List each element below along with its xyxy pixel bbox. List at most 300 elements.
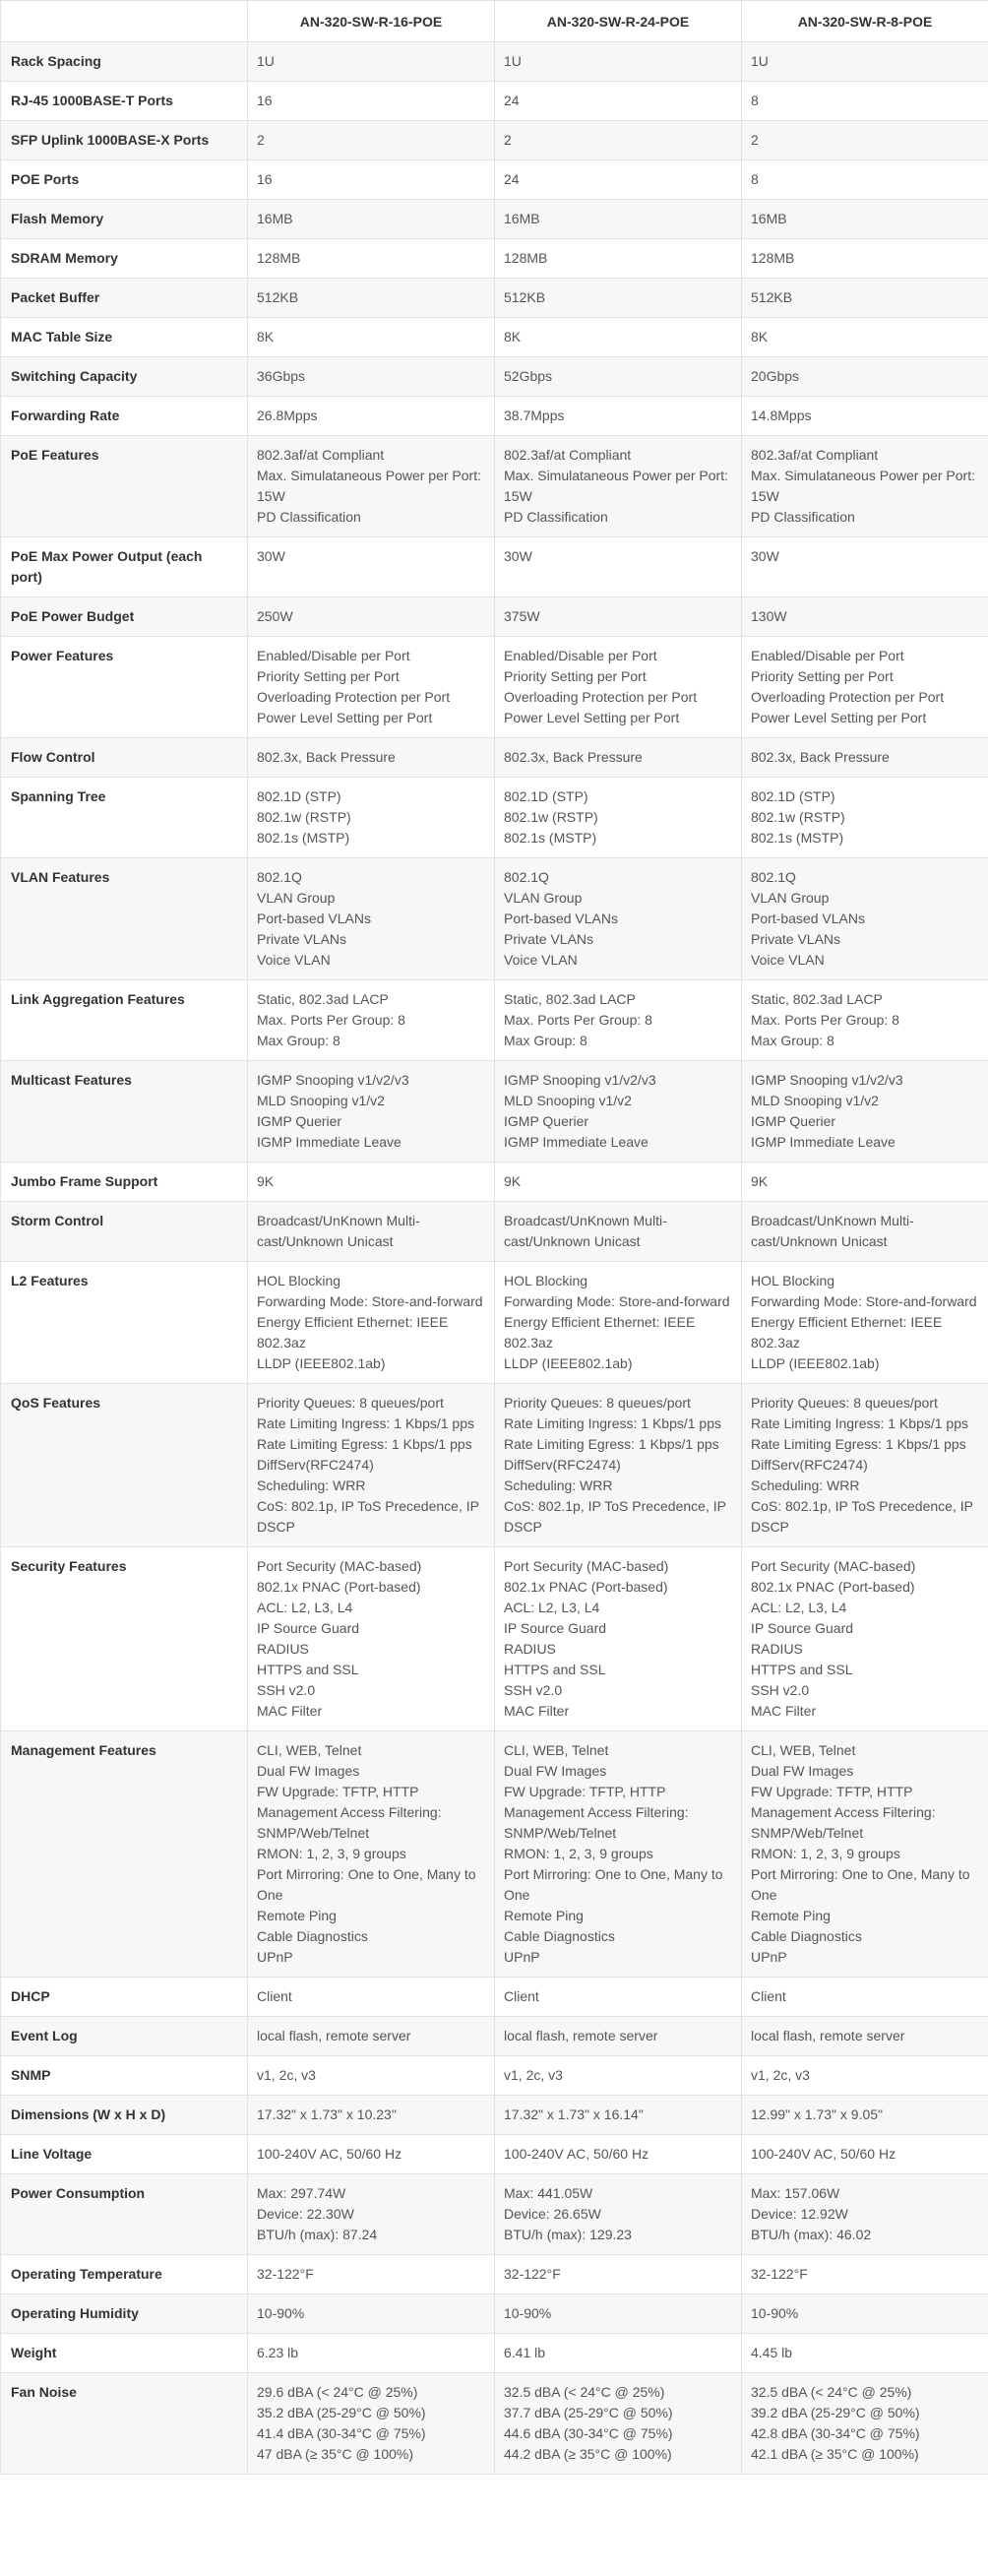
spec-cell bbox=[742, 357, 988, 397]
spec-cell bbox=[495, 2056, 742, 2096]
spec-value-line: v1, 2c, v3 bbox=[504, 2067, 563, 2083]
spec-value-line: 130W bbox=[751, 608, 787, 624]
spec-value-line: 42.8 dBA (30-34°C @ 75%) bbox=[751, 2425, 920, 2441]
spec-value-line: 802.1Q bbox=[751, 869, 796, 885]
spec-cell bbox=[248, 738, 495, 778]
spec-cell bbox=[742, 537, 988, 597]
spec-value-line: 52Gbps bbox=[504, 368, 553, 384]
spec-cell bbox=[495, 738, 742, 778]
spec-value-line: FW Upgrade: TFTP, HTTP bbox=[751, 1784, 913, 1799]
spec-value-line: v1, 2c, v3 bbox=[257, 2067, 316, 2083]
spec-value-line: RADIUS bbox=[504, 1641, 556, 1657]
spec-cell bbox=[742, 2135, 988, 2174]
spec-cell bbox=[248, 778, 495, 858]
row-label: Flash Memory bbox=[1, 200, 248, 239]
spec-value-line: 10-90% bbox=[257, 2305, 305, 2321]
spec-cell bbox=[248, 1547, 495, 1731]
spec-cell bbox=[495, 537, 742, 597]
spec-cell bbox=[742, 1978, 988, 2017]
spec-value-line: 802.1D (STP) bbox=[751, 788, 835, 804]
spec-cell bbox=[742, 2334, 988, 2373]
spec-value-line: CLI, WEB, Telnet bbox=[504, 1742, 609, 1758]
row-label: Security Features bbox=[1, 1547, 248, 1731]
spec-cell bbox=[742, 1202, 988, 1262]
spec-value-line: Max: 441.05W bbox=[504, 2185, 593, 2201]
spec-value-line: 802.1s (MSTP) bbox=[504, 830, 597, 846]
spec-value-line: 16 bbox=[257, 93, 273, 108]
spec-value-line: Private VLANs bbox=[504, 931, 594, 947]
spec-value-line: 32.5 dBA (< 24°C @ 25%) bbox=[504, 2384, 665, 2400]
spec-value-line: Scheduling: WRR bbox=[504, 1477, 613, 1493]
spec-cell bbox=[248, 357, 495, 397]
spec-value-line: Enabled/Disable per Port bbox=[751, 648, 904, 663]
spec-value-line: Static, 802.3ad LACP bbox=[751, 991, 883, 1007]
table-row bbox=[1, 778, 988, 858]
spec-value-line: Priority Setting per Port bbox=[504, 668, 647, 684]
spec-value-line: Port Security (MAC-based) bbox=[751, 1558, 916, 1574]
table-row bbox=[1, 1384, 988, 1547]
table-row bbox=[1, 1162, 988, 1202]
spec-value-line: DiffServ(RFC2474) bbox=[504, 1457, 621, 1473]
spec-value-line: Max. Ports Per Group: 8 bbox=[751, 1012, 899, 1028]
row-label: Operating Temperature bbox=[1, 2255, 248, 2294]
spec-cell bbox=[742, 778, 988, 858]
table-row bbox=[1, 397, 988, 436]
spec-value-line: 802.1x PNAC (Port-based) bbox=[257, 1579, 421, 1595]
header-cell-model-24-poe: AN-320-SW-R-24-POE bbox=[495, 1, 742, 42]
spec-value-line: Voice VLAN bbox=[257, 952, 331, 968]
table-header bbox=[1, 1, 988, 42]
spec-value-line: Dual FW Images bbox=[257, 1763, 360, 1779]
row-label: Flow Control bbox=[1, 738, 248, 778]
table-row bbox=[1, 357, 988, 397]
spec-value-line: IP Source Guard bbox=[751, 1620, 854, 1636]
table-row bbox=[1, 200, 988, 239]
spec-cell bbox=[742, 1731, 988, 1978]
header-row bbox=[1, 1, 988, 42]
spec-value-line: 802.1w (RSTP) bbox=[504, 809, 598, 825]
spec-value-line: CoS: 802.1p, IP ToS Precedence, IP DSCP bbox=[257, 1498, 479, 1535]
row-label: Rack Spacing bbox=[1, 42, 248, 82]
spec-cell bbox=[495, 357, 742, 397]
spec-value-line: 17.32" x 1.73" x 10.23" bbox=[257, 2106, 397, 2122]
row-label: Operating Humidity bbox=[1, 2294, 248, 2334]
spec-cell bbox=[248, 2294, 495, 2334]
row-label: Dimensions (W x H x D) bbox=[1, 2096, 248, 2135]
spec-value-line: Remote Ping bbox=[751, 1908, 831, 1923]
table-row bbox=[1, 2255, 988, 2294]
spec-cell bbox=[742, 2056, 988, 2096]
spec-value-line: 802.1s (MSTP) bbox=[751, 830, 844, 846]
spec-cell bbox=[248, 1978, 495, 2017]
row-label: PoE Max Power Output (each port) bbox=[1, 537, 248, 597]
spec-cell bbox=[495, 279, 742, 318]
spec-value-line: Max Group: 8 bbox=[751, 1033, 834, 1048]
spec-cell bbox=[248, 2096, 495, 2135]
spec-value-line: 802.1D (STP) bbox=[257, 788, 341, 804]
spec-value-line: Device: 12.92W bbox=[751, 2206, 848, 2222]
spec-value-line: Dual FW Images bbox=[504, 1763, 607, 1779]
spec-value-line: FW Upgrade: TFTP, HTTP bbox=[257, 1784, 419, 1799]
spec-cell bbox=[495, 1262, 742, 1384]
spec-value-line: 16MB bbox=[751, 211, 787, 226]
spec-cell bbox=[248, 397, 495, 436]
spec-cell bbox=[742, 82, 988, 121]
spec-cell bbox=[248, 2135, 495, 2174]
spec-cell bbox=[742, 2017, 988, 2056]
spec-value-line: Priority Setting per Port bbox=[751, 668, 894, 684]
table-row bbox=[1, 2174, 988, 2255]
spec-value-line: 802.1Q bbox=[504, 869, 549, 885]
spec-value-line: Private VLANs bbox=[257, 931, 347, 947]
spec-value-line: MLD Snooping v1/v2 bbox=[504, 1093, 632, 1108]
spec-value-line: 802.1w (RSTP) bbox=[751, 809, 845, 825]
spec-value-line: Cable Diagnostics bbox=[504, 1928, 615, 1944]
spec-value-line: 512KB bbox=[504, 289, 546, 305]
spec-cell bbox=[495, 2334, 742, 2373]
spec-cell bbox=[495, 2255, 742, 2294]
spec-cell bbox=[248, 2056, 495, 2096]
spec-value-line: Max. Simulataneous Power per Port: 15W bbox=[751, 468, 975, 504]
spec-value-line: 10-90% bbox=[751, 2305, 799, 2321]
spec-value-line: Priority Queues: 8 queues/port bbox=[257, 1395, 444, 1411]
spec-value-line: MLD Snooping v1/v2 bbox=[257, 1093, 385, 1108]
spec-value-line: ACL: L2, L3, L4 bbox=[504, 1600, 600, 1615]
spec-value-line: Port-based VLANs bbox=[751, 911, 865, 926]
spec-value-line: 24 bbox=[504, 171, 520, 187]
spec-value-line: 802.3af/at Compliant bbox=[257, 447, 385, 463]
spec-cell bbox=[248, 980, 495, 1061]
spec-cell bbox=[495, 436, 742, 537]
row-label: SNMP bbox=[1, 2056, 248, 2096]
spec-value-line: Rate Limiting Egress: 1 Kbps/1 pps bbox=[751, 1436, 966, 1452]
table-row bbox=[1, 537, 988, 597]
spec-cell bbox=[495, 1978, 742, 2017]
spec-value-line: 32-122°F bbox=[751, 2266, 808, 2282]
spec-cell bbox=[742, 397, 988, 436]
spec-cell bbox=[248, 2174, 495, 2255]
spec-value-line: Rate Limiting Ingress: 1 Kbps/1 pps bbox=[257, 1415, 475, 1431]
spec-value-line: 32-122°F bbox=[504, 2266, 561, 2282]
spec-cell bbox=[495, 318, 742, 357]
row-label: Management Features bbox=[1, 1731, 248, 1978]
header-cell-model-8-poe: AN-320-SW-R-8-POE bbox=[742, 1, 988, 42]
spec-value-line: HOL Blocking bbox=[751, 1273, 835, 1288]
spec-value-line: MLD Snooping v1/v2 bbox=[751, 1093, 879, 1108]
spec-value-line: IGMP Immediate Leave bbox=[751, 1134, 895, 1150]
spec-value-line: DiffServ(RFC2474) bbox=[257, 1457, 374, 1473]
row-label: Switching Capacity bbox=[1, 357, 248, 397]
spec-value-line: Overloading Protection per Port bbox=[751, 689, 945, 705]
row-label: VLAN Features bbox=[1, 858, 248, 980]
spec-cell bbox=[742, 2255, 988, 2294]
spec-cell bbox=[495, 2294, 742, 2334]
row-label: Packet Buffer bbox=[1, 279, 248, 318]
spec-cell bbox=[495, 2135, 742, 2174]
spec-value-line: SSH v2.0 bbox=[257, 1682, 316, 1698]
spec-value-line: 802.1Q bbox=[257, 869, 302, 885]
spec-cell bbox=[495, 82, 742, 121]
spec-value-line: Rate Limiting Egress: 1 Kbps/1 pps bbox=[257, 1436, 472, 1452]
row-label: Power Consumption bbox=[1, 2174, 248, 2255]
spec-value-line: IP Source Guard bbox=[257, 1620, 360, 1636]
spec-value-line: Forwarding Mode: Store-and-forward bbox=[257, 1293, 483, 1309]
spec-value-line: 4.45 lb bbox=[751, 2345, 793, 2360]
spec-value-line: Client bbox=[751, 1988, 786, 2004]
spec-cell bbox=[742, 637, 988, 738]
spec-value-line: Device: 22.30W bbox=[257, 2206, 354, 2222]
spec-value-line: IGMP Querier bbox=[257, 1113, 342, 1129]
spec-value-line: 9K bbox=[504, 1173, 522, 1189]
spec-value-line: MAC Filter bbox=[504, 1703, 570, 1719]
spec-value-line: 8K bbox=[751, 329, 769, 345]
spec-cell bbox=[742, 279, 988, 318]
spec-value-line: Power Level Setting per Port bbox=[504, 710, 680, 725]
spec-value-line: SSH v2.0 bbox=[504, 1682, 563, 1698]
spec-value-line: IGMP Immediate Leave bbox=[504, 1134, 648, 1150]
spec-value-line: 1U bbox=[504, 53, 522, 69]
row-label: Multicast Features bbox=[1, 1061, 248, 1162]
spec-cell bbox=[495, 858, 742, 980]
spec-cell bbox=[248, 318, 495, 357]
spec-value-line: 17.32" x 1.73" x 16.14" bbox=[504, 2106, 644, 2122]
spec-value-line: 1U bbox=[257, 53, 275, 69]
spec-value-line: DiffServ(RFC2474) bbox=[751, 1457, 868, 1473]
spec-value-line: 26.8Mpps bbox=[257, 408, 318, 423]
spec-value-line: 8K bbox=[504, 329, 522, 345]
spec-value-line: Static, 802.3ad LACP bbox=[257, 991, 389, 1007]
spec-value-line: local flash, remote server bbox=[504, 2028, 658, 2043]
spec-value-line: RMON: 1, 2, 3, 9 groups bbox=[257, 1846, 406, 1861]
row-label: SDRAM Memory bbox=[1, 239, 248, 279]
spec-value-line: 128MB bbox=[504, 250, 548, 266]
row-label: POE Ports bbox=[1, 160, 248, 200]
spec-value-line: 802.1x PNAC (Port-based) bbox=[504, 1579, 668, 1595]
spec-cell bbox=[742, 738, 988, 778]
spec-cell bbox=[495, 160, 742, 200]
spec-value-line: ACL: L2, L3, L4 bbox=[751, 1600, 847, 1615]
row-label: QoS Features bbox=[1, 1384, 248, 1547]
spec-value-line: 9K bbox=[751, 1173, 769, 1189]
spec-value-line: 802.3x, Back Pressure bbox=[257, 749, 396, 765]
row-label: PoE Power Budget bbox=[1, 597, 248, 637]
spec-cell bbox=[495, 200, 742, 239]
spec-value-line: Overloading Protection per Port bbox=[504, 689, 698, 705]
spec-cell bbox=[248, 279, 495, 318]
spec-value-line: Energy Efficient Ethernet: IEEE 802.3az bbox=[504, 1314, 696, 1351]
spec-cell bbox=[495, 1202, 742, 1262]
spec-value-line: 6.23 lb bbox=[257, 2345, 299, 2360]
row-label: Fan Noise bbox=[1, 2373, 248, 2475]
spec-value-line: 802.1w (RSTP) bbox=[257, 809, 351, 825]
spec-value-line: 100-240V AC, 50/60 Hz bbox=[751, 2146, 896, 2162]
table-row bbox=[1, 82, 988, 121]
spec-value-line: LLDP (IEEE802.1ab) bbox=[751, 1355, 880, 1371]
spec-value-line: Forwarding Mode: Store-and-forward bbox=[751, 1293, 977, 1309]
spec-value-line: Enabled/Disable per Port bbox=[257, 648, 410, 663]
spec-cell bbox=[248, 82, 495, 121]
spec-value-line: Energy Efficient Ethernet: IEEE 802.3az bbox=[751, 1314, 943, 1351]
spec-value-line: 802.3af/at Compliant bbox=[751, 447, 879, 463]
spec-value-line: local flash, remote server bbox=[257, 2028, 411, 2043]
spec-value-line: 42.1 dBA (≥ 35°C @ 100%) bbox=[751, 2446, 919, 2462]
spec-value-line: Port Mirroring: One to One, Many to One bbox=[504, 1866, 723, 1903]
spec-value-line: 36Gbps bbox=[257, 368, 306, 384]
table-row bbox=[1, 2294, 988, 2334]
spec-value-line: 100-240V AC, 50/60 Hz bbox=[257, 2146, 402, 2162]
spec-value-line: 32.5 dBA (< 24°C @ 25%) bbox=[751, 2384, 912, 2400]
header-cell-empty bbox=[1, 1, 248, 42]
row-label: Weight bbox=[1, 2334, 248, 2373]
spec-value-line: Device: 26.65W bbox=[504, 2206, 601, 2222]
table-row bbox=[1, 436, 988, 537]
spec-value-line: RADIUS bbox=[257, 1641, 309, 1657]
table-row bbox=[1, 121, 988, 160]
spec-value-line: MAC Filter bbox=[257, 1703, 323, 1719]
spec-cell bbox=[742, 1384, 988, 1547]
spec-cell bbox=[248, 2373, 495, 2475]
row-label: Event Log bbox=[1, 2017, 248, 2056]
spec-value-line: Power Level Setting per Port bbox=[257, 710, 433, 725]
spec-value-line: 16MB bbox=[257, 211, 293, 226]
spec-cell bbox=[248, 1061, 495, 1162]
spec-cell bbox=[495, 2373, 742, 2475]
spec-value-line: 16MB bbox=[504, 211, 540, 226]
spec-value-line: CoS: 802.1p, IP ToS Precedence, IP DSCP bbox=[751, 1498, 973, 1535]
spec-value-line: HOL Blocking bbox=[504, 1273, 588, 1288]
spec-value-line: 6.41 lb bbox=[504, 2345, 546, 2360]
spec-value-line: SSH v2.0 bbox=[751, 1682, 810, 1698]
table-body bbox=[1, 42, 988, 2475]
row-label: PoE Features bbox=[1, 436, 248, 537]
table-row bbox=[1, 1978, 988, 2017]
spec-value-line: Client bbox=[257, 1988, 292, 2004]
spec-value-line: Broadcast/UnKnown Multi-cast/Unknown Unicast bbox=[504, 1213, 667, 1249]
spec-cell bbox=[742, 2096, 988, 2135]
spec-value-line: Energy Efficient Ethernet: IEEE 802.3az bbox=[257, 1314, 449, 1351]
spec-cell bbox=[742, 2174, 988, 2255]
spec-cell bbox=[495, 637, 742, 738]
spec-value-line: Max. Simulataneous Power per Port: 15W bbox=[257, 468, 481, 504]
row-label: Jumbo Frame Support bbox=[1, 1162, 248, 1202]
spec-value-line: Voice VLAN bbox=[751, 952, 825, 968]
spec-value-line: ACL: L2, L3, L4 bbox=[257, 1600, 353, 1615]
spec-value-line: Rate Limiting Egress: 1 Kbps/1 pps bbox=[504, 1436, 719, 1452]
spec-value-line: 8 bbox=[751, 171, 759, 187]
spec-value-line: 12.99" x 1.73" x 9.05" bbox=[751, 2106, 883, 2122]
spec-cell bbox=[248, 2017, 495, 2056]
spec-value-line: Overloading Protection per Port bbox=[257, 689, 451, 705]
spec-value-line: 32-122°F bbox=[257, 2266, 314, 2282]
spec-value-line: 14.8Mpps bbox=[751, 408, 812, 423]
spec-value-line: UPnP bbox=[257, 1949, 293, 1965]
table-row bbox=[1, 2056, 988, 2096]
spec-cell bbox=[742, 2294, 988, 2334]
spec-value-line: UPnP bbox=[504, 1949, 540, 1965]
spec-cell bbox=[742, 160, 988, 200]
spec-value-line: Port-based VLANs bbox=[504, 911, 618, 926]
spec-value-line: 39.2 dBA (25-29°C @ 50%) bbox=[751, 2405, 920, 2420]
spec-value-line: Cable Diagnostics bbox=[257, 1928, 368, 1944]
spec-cell bbox=[248, 1202, 495, 1262]
spec-value-line: HTTPS and SSL bbox=[751, 1662, 853, 1677]
spec-value-line: 802.1D (STP) bbox=[504, 788, 588, 804]
spec-value-line: 100-240V AC, 50/60 Hz bbox=[504, 2146, 649, 2162]
spec-value-line: 30W bbox=[504, 548, 532, 564]
spec-value-line: Port Mirroring: One to One, Many to One bbox=[257, 1866, 476, 1903]
spec-value-line: 44.6 dBA (30-34°C @ 75%) bbox=[504, 2425, 673, 2441]
table-row bbox=[1, 980, 988, 1061]
spec-value-line: Scheduling: WRR bbox=[751, 1477, 860, 1493]
spec-cell bbox=[742, 1162, 988, 1202]
spec-value-line: Client bbox=[504, 1988, 539, 2004]
spec-cell bbox=[248, 1731, 495, 1978]
spec-cell bbox=[742, 858, 988, 980]
spec-value-line: 24 bbox=[504, 93, 520, 108]
spec-value-line: IGMP Snooping v1/v2/v3 bbox=[257, 1072, 409, 1088]
spec-value-line: LLDP (IEEE802.1ab) bbox=[504, 1355, 633, 1371]
spec-cell bbox=[248, 2334, 495, 2373]
spec-value-line: IGMP Snooping v1/v2/v3 bbox=[504, 1072, 656, 1088]
spec-value-line: Dual FW Images bbox=[751, 1763, 854, 1779]
spec-value-line: IGMP Querier bbox=[504, 1113, 589, 1129]
spec-cell bbox=[495, 2017, 742, 2056]
spec-value-line: CLI, WEB, Telnet bbox=[751, 1742, 856, 1758]
spec-cell bbox=[742, 1547, 988, 1731]
table-row bbox=[1, 160, 988, 200]
spec-cell bbox=[742, 1262, 988, 1384]
spec-value-line: Voice VLAN bbox=[504, 952, 578, 968]
spec-cell bbox=[495, 1162, 742, 1202]
spec-value-line: 250W bbox=[257, 608, 293, 624]
table-row bbox=[1, 279, 988, 318]
spec-value-line: Rate Limiting Ingress: 1 Kbps/1 pps bbox=[751, 1415, 969, 1431]
spec-value-line: 1U bbox=[751, 53, 769, 69]
table-row bbox=[1, 1202, 988, 1262]
spec-value-line: PD Classification bbox=[257, 509, 361, 525]
spec-value-line: HOL Blocking bbox=[257, 1273, 341, 1288]
spec-value-line: FW Upgrade: TFTP, HTTP bbox=[504, 1784, 666, 1799]
spec-value-line: 9K bbox=[257, 1173, 275, 1189]
table-row bbox=[1, 597, 988, 637]
spec-value-line: Remote Ping bbox=[504, 1908, 584, 1923]
row-label: Storm Control bbox=[1, 1202, 248, 1262]
spec-value-line: Port Mirroring: One to One, Many to One bbox=[751, 1866, 970, 1903]
spec-value-line: VLAN Group bbox=[504, 890, 583, 906]
spec-value-line: Remote Ping bbox=[257, 1908, 337, 1923]
row-label: Link Aggregation Features bbox=[1, 980, 248, 1061]
spec-value-line: MAC Filter bbox=[751, 1703, 817, 1719]
spec-value-line: HTTPS and SSL bbox=[257, 1662, 359, 1677]
spec-cell bbox=[495, 239, 742, 279]
table-row bbox=[1, 2334, 988, 2373]
spec-value-line: 128MB bbox=[751, 250, 795, 266]
spec-value-line: Priority Setting per Port bbox=[257, 668, 400, 684]
spec-value-line: Rate Limiting Ingress: 1 Kbps/1 pps bbox=[504, 1415, 722, 1431]
spec-value-line: Port-based VLANs bbox=[257, 911, 371, 926]
spec-value-line: Max: 297.74W bbox=[257, 2185, 346, 2201]
spec-value-line: CoS: 802.1p, IP ToS Precedence, IP DSCP bbox=[504, 1498, 726, 1535]
spec-cell bbox=[495, 597, 742, 637]
spec-value-line: RMON: 1, 2, 3, 9 groups bbox=[751, 1846, 900, 1861]
spec-value-line: IGMP Querier bbox=[751, 1113, 836, 1129]
spec-value-line: CLI, WEB, Telnet bbox=[257, 1742, 362, 1758]
table-row bbox=[1, 2373, 988, 2475]
spec-value-line: Broadcast/UnKnown Multi-cast/Unknown Unicast bbox=[257, 1213, 420, 1249]
spec-value-line: Priority Queues: 8 queues/port bbox=[751, 1395, 938, 1411]
spec-cell bbox=[495, 1547, 742, 1731]
spec-value-line: Private VLANs bbox=[751, 931, 841, 947]
